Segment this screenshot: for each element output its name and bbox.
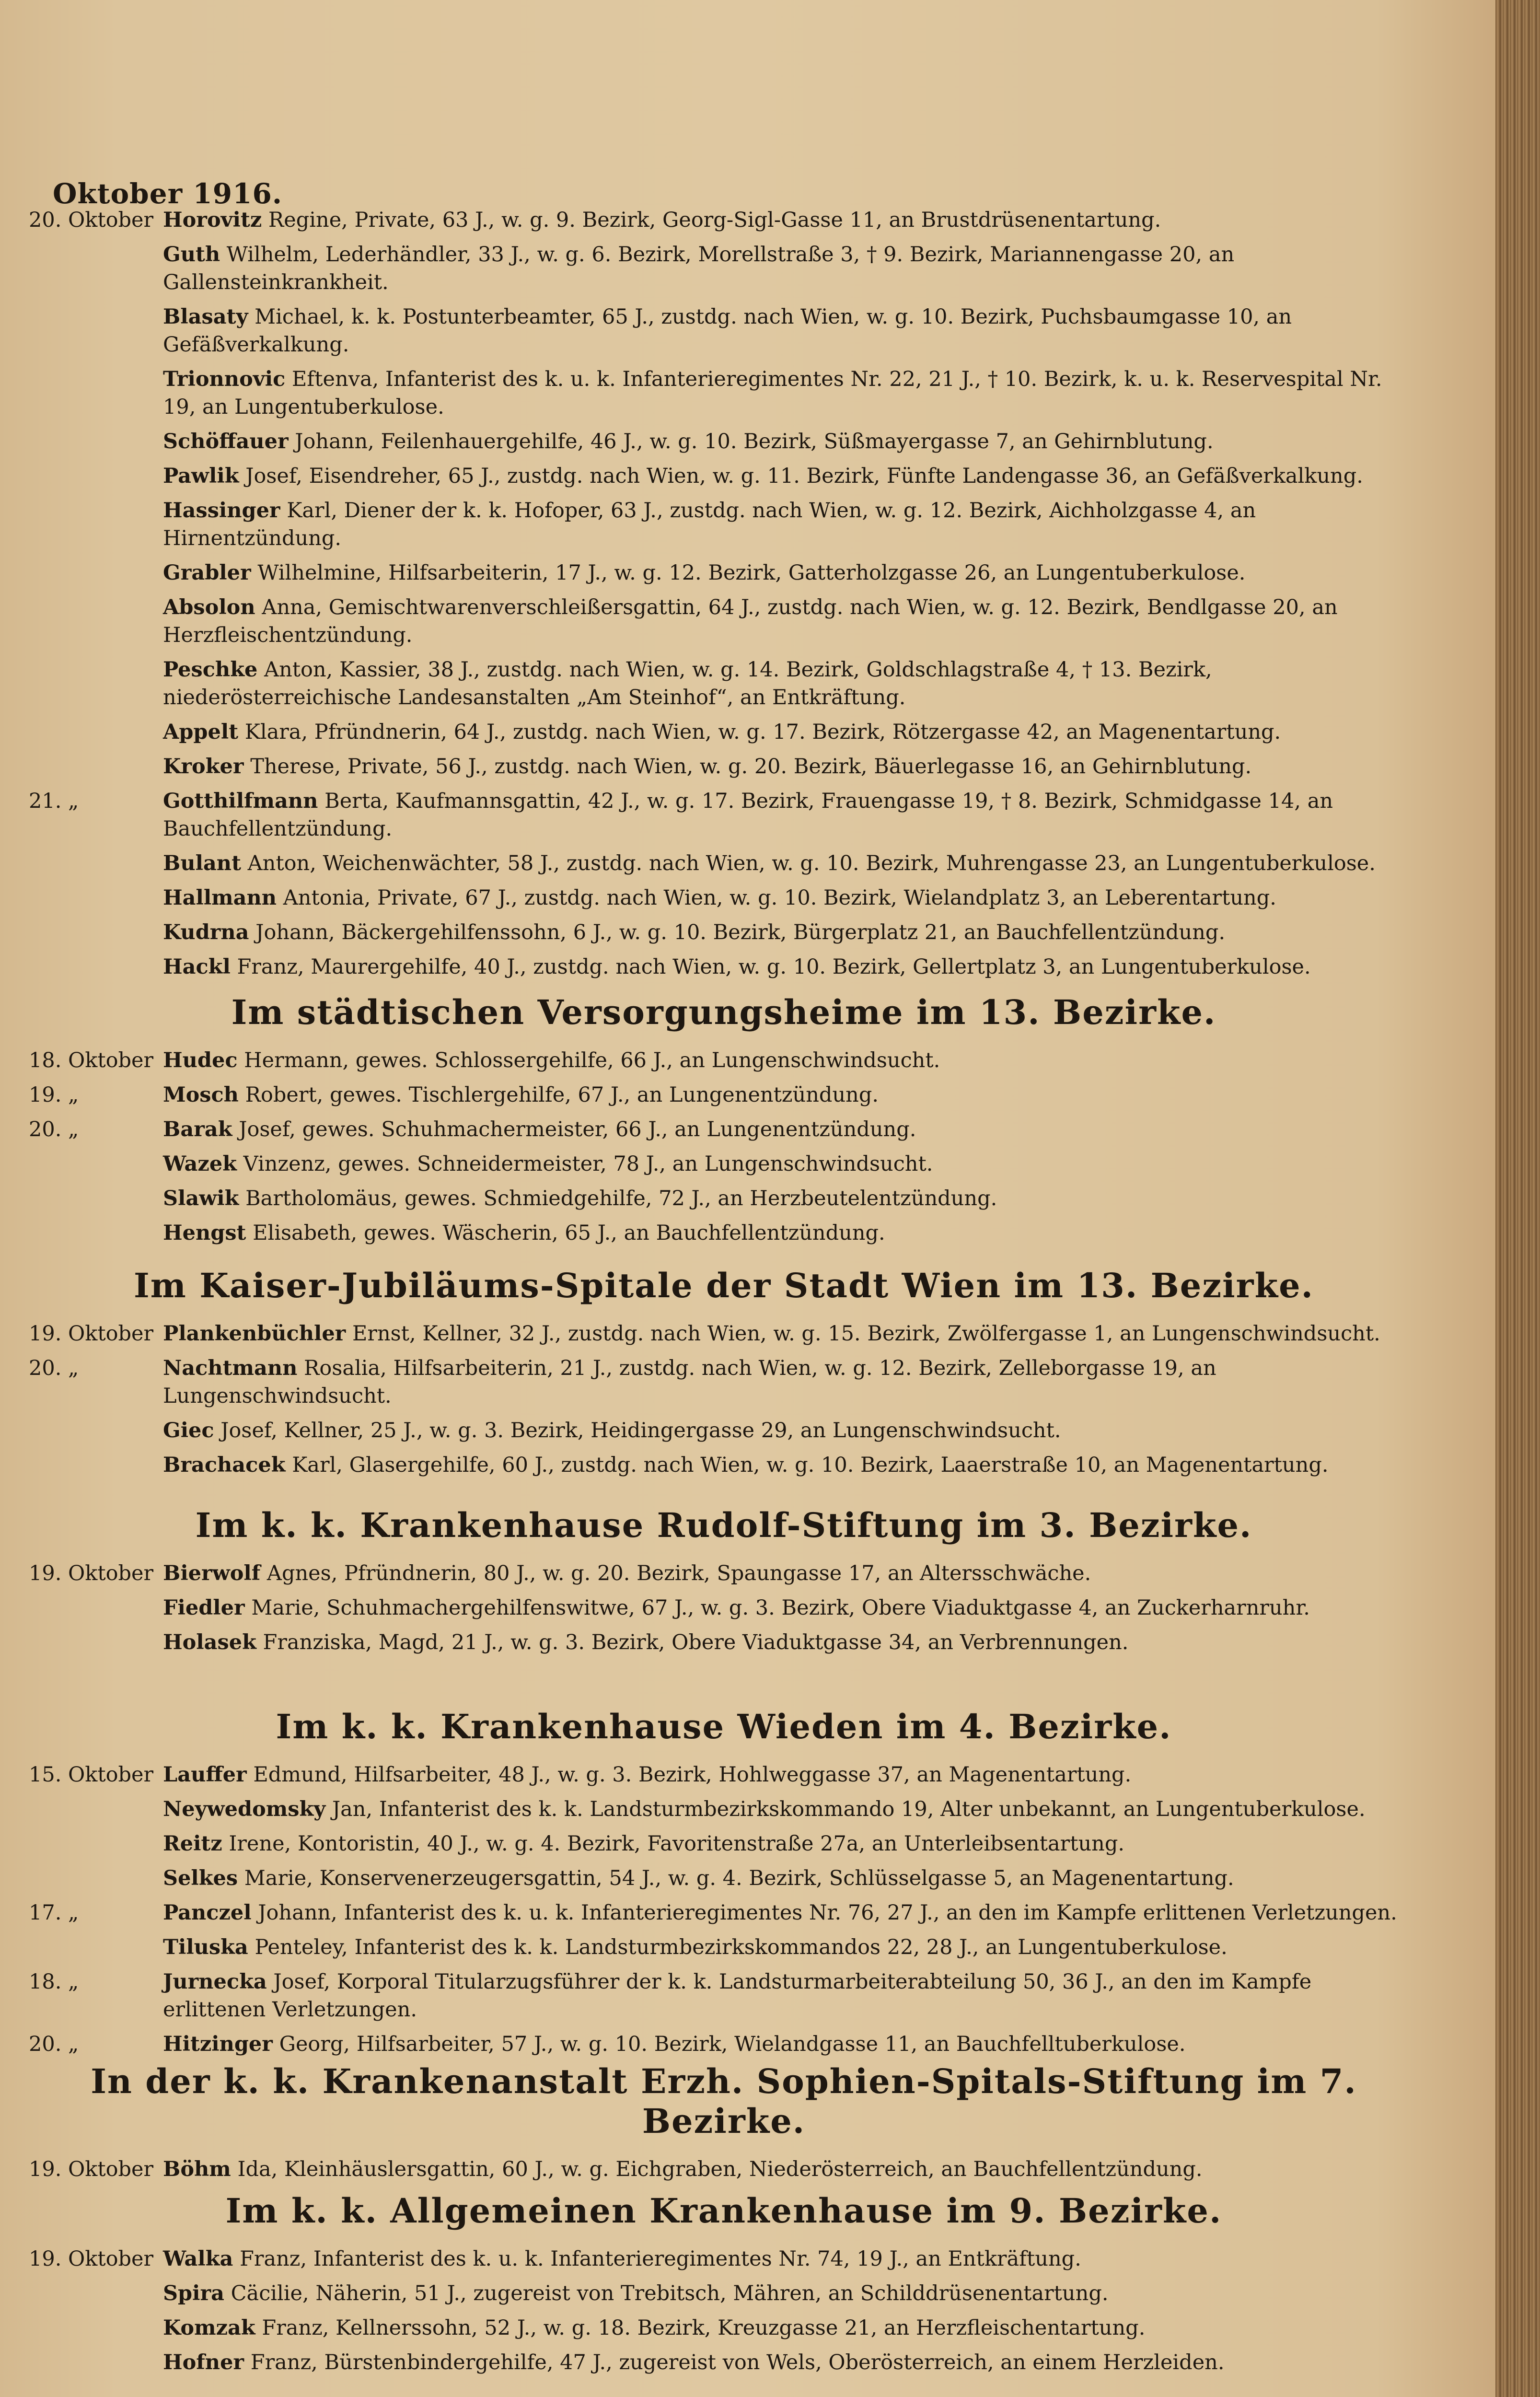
entry-details: Penteley, Infanterist des k. k. Landsturmbezirkskommandos 22, 28 J., an Lungentuberkulose.: [255, 1935, 1227, 1959]
death-entry: [29, 1899, 1419, 1927]
entry-details: Regine, Private, 63 J., w. g. 9. Bezirk, Georg-Sigl-Gasse 11, an Brustdrüsenentartung.: [268, 208, 1161, 232]
entry-details: Anna, Gemischtwarenverschleißersgattin, 64 J., zustdg. nach Wien, w. g. 12. Bezirk, Bendlgasse 20, an Herzfleischentzündung.: [163, 595, 1338, 647]
death-entry: [29, 1451, 1419, 1479]
death-entry: [29, 2314, 1419, 2342]
entry-surname: Neywedomsky: [163, 1797, 326, 1821]
entry-surname: Hackl: [163, 955, 231, 979]
death-entry: [29, 753, 1419, 780]
death-entry: [29, 1761, 1419, 1789]
death-entry: [29, 241, 1419, 296]
section-3: [29, 1505, 1419, 1663]
section-heading: Im k. k. Krankenhause Rudolf-Stiftung im 3. Bezirke.: [195, 1505, 1252, 1545]
entry-surname: Lauffer: [163, 1763, 247, 1787]
entry-surname: Guth: [163, 243, 220, 267]
entry-details: Karl, Diener der k. k. Hofoper, 63 J., zustdg. nach Wien, w. g. 12. Bezirk, Aichholzgasse 4, an Hirnentzündung.: [163, 499, 1256, 550]
entry-details: Rosalia, Hilfsarbeiterin, 21 J., zustdg. nach Wien, w. g. 12. Bezirk, Zelleborgasse 19, an Lungenschwindsucht.: [163, 1356, 1216, 1408]
entry-details: Josef, gewes. Schuhmachermeister, 66 J., an Lungenentzündung.: [239, 1117, 916, 1141]
entry-date: 19. Oktober: [29, 2247, 154, 2271]
entry-details: Therese, Private, 56 J., zustdg. nach Wien, w. g. 20. Bezirk, Bäuerlegasse 16, an Gehirnblutung.: [250, 755, 1252, 779]
entry-details: Franziska, Magd, 21 J., w. g. 3. Bezirk, Obere Viaduktgasse 34, an Verbrennungen.: [263, 1630, 1129, 1654]
entry-surname: Trionnovic: [163, 367, 286, 391]
entry-details: Vinzenz, gewes. Schneidermeister, 78 J., an Lungenschwindsucht.: [243, 1152, 933, 1176]
death-entry: [29, 497, 1419, 552]
entry-date: 18. „: [29, 1970, 79, 1994]
entry-details: Josef, Korporal Titularzugsführer der k. k. Landsturmarbeiterabteilung 50, 36 J., an den im Kampfe erlittenen Verletzungen.: [163, 1970, 1312, 2022]
death-entry: [29, 1559, 1419, 1587]
section-2: [29, 1266, 1419, 1486]
entry-surname: Komzak: [163, 2316, 255, 2340]
entry-date: 18. Oktober: [29, 1048, 154, 1072]
death-entry: [29, 2280, 1419, 2307]
entry-details: Marie, Konservenerzeugersgattin, 54 J., w. g. 4. Bezirk, Schlüsselgasse 5, an Magenentartung.: [244, 1866, 1234, 1890]
death-entry: [29, 428, 1419, 455]
entry-details: Franz, Maurergehilfe, 40 J., zustdg. nach Wien, w. g. 10. Bezirk, Gellertplatz 3, an Lungentuberkulose.: [237, 955, 1311, 979]
death-entry: [29, 1795, 1419, 1823]
entry-details: Antonia, Private, 67 J., zustdg. nach Wien, w. g. 10. Bezirk, Wielandplatz 3, an Leberentartung.: [283, 886, 1276, 910]
entry-details: Johann, Feilenhauergehilfe, 46 J., w. g. 10. Bezirk, Süßmayergasse 7, an Gehirnblutung.: [295, 430, 1214, 454]
entry-surname: Panczel: [163, 1901, 252, 1925]
death-entry: [29, 303, 1419, 359]
section-heading: Im k. k. Allgemeinen Krankenhause im 9. Bezirke.: [225, 2191, 1222, 2231]
section-4: [29, 1707, 1419, 2065]
death-entry: [29, 1629, 1419, 1656]
death-entry: [29, 1150, 1419, 1178]
entry-details: Ida, Kleinhäuslersgattin, 60 J., w. g. Eichgraben, Niederösterreich, an Bauchfellentzündung.: [237, 2157, 1203, 2181]
entry-details: Hermann, gewes. Schlossergehilfe, 66 J., an Lungenschwindsucht.: [244, 1048, 940, 1072]
section-5: [29, 2061, 1419, 2190]
section-0: [29, 206, 1419, 988]
entry-details: Anton, Weichenwächter, 58 J., zustdg. nach Wien, w. g. 10. Bezirk, Muhrengasse 23, an Lungentuberkulose.: [247, 851, 1376, 875]
death-entry: [29, 1219, 1419, 1247]
entry-surname: Reitz: [163, 1832, 222, 1856]
death-entry: [29, 206, 1419, 234]
death-entry: [29, 953, 1419, 981]
entry-details: Robert, gewes. Tischlergehilfe, 67 J., an Lungenentzündung.: [245, 1083, 879, 1107]
entry-surname: Hassinger: [163, 499, 280, 523]
entry-surname: Brachacek: [163, 1453, 286, 1477]
entry-surname: Kroker: [163, 755, 244, 779]
death-entry: [29, 849, 1419, 877]
death-entry: [29, 1594, 1419, 1622]
entry-surname: Kudrna: [163, 920, 249, 944]
death-entry: [29, 462, 1419, 490]
entry-date: 19. Oktober: [29, 2157, 154, 2181]
entry-date: 21. „: [29, 789, 79, 813]
entry-surname: Blasaty: [163, 305, 248, 329]
death-entry: [29, 919, 1419, 946]
entry-surname: Pawlik: [163, 464, 239, 488]
entry-date: 19. „: [29, 1083, 79, 1107]
entry-surname: Hengst: [163, 1221, 246, 1245]
entry-surname: Hitzinger: [163, 2032, 273, 2056]
death-entry: [29, 559, 1419, 587]
entry-surname: Wazek: [163, 1152, 237, 1176]
entry-surname: Hallmann: [163, 886, 277, 910]
entry-details: Elisabeth, gewes. Wäscherin, 65 J., an Bauchfellentzündung.: [253, 1221, 885, 1245]
death-entry: [29, 2155, 1419, 2183]
section-heading: In der k. k. Krankenanstalt Erzh. Sophien-Spitals-Stiftung im 7. Bezirke.: [91, 2061, 1357, 2141]
entry-surname: Mosch: [163, 1083, 239, 1107]
entry-details: Edmund, Hilfsarbeiter, 48 J., w. g. 3. Bezirk, Hohlweggasse 37, an Magenentartung.: [253, 1763, 1132, 1787]
death-entry: [29, 1354, 1419, 1410]
entry-details: Irene, Kontoristin, 40 J., w. g. 4. Bezirk, Favoritenstraße 27a, an Unterleibsentartung.: [229, 1832, 1125, 1856]
entry-surname: Selkes: [163, 1866, 238, 1890]
death-entry: [29, 1417, 1419, 1444]
entry-details: Agnes, Pfründnerin, 80 J., w. g. 20. Bezirk, Spaungasse 17, an Altersschwäche.: [266, 1561, 1091, 1585]
entry-details: Michael, k. k. Postunterbeamter, 65 J., zustdg. nach Wien, w. g. 10. Bezirk, Puchsbaumgasse 10, an Gefäßverkalkung.: [163, 305, 1292, 357]
entry-surname: Hudec: [163, 1048, 238, 1072]
entry-details: Jan, Infanterist des k. k. Landsturmbezirkskommando 19, Alter unbekannt, an Lungentuberkulose.: [332, 1797, 1366, 1821]
entry-surname: Absolon: [163, 595, 255, 619]
death-entry: [29, 2030, 1419, 2058]
entry-details: Wilhelmine, Hilfsarbeiterin, 17 J., w. g. 12. Bezirk, Gatterholzgasse 26, an Lungentuberkulose.: [257, 561, 1246, 585]
section-heading: Im städtischen Versorgungsheime im 13. Bezirke.: [231, 992, 1216, 1032]
entry-details: Franz, Kellnerssohn, 52 J., w. g. 18. Bezirk, Kreuzgassе 21, an Herzfleischentartung.: [262, 2316, 1146, 2340]
death-entry: [29, 2245, 1419, 2273]
entry-details: Ernst, Kellner, 32 J., zustdg. nach Wien, w. g. 15. Bezirk, Zwölfergasse 1, an Lungenschwindsucht.: [352, 1322, 1380, 1346]
section-1: [29, 992, 1419, 1254]
entry-date: 20. „: [29, 1356, 79, 1380]
entry-surname: Fiedler: [163, 1596, 245, 1620]
death-entry: [29, 1320, 1419, 1348]
entry-date: 17. „: [29, 1901, 79, 1925]
entry-surname: Tiluska: [163, 1935, 248, 1959]
entry-surname: Bierwolf: [163, 1561, 261, 1585]
death-entry: [29, 593, 1419, 649]
entry-surname: Barak: [163, 1117, 232, 1141]
entry-details: Josef, Eisendreher, 65 J., zustdg. nach Wien, w. g. 11. Bezirk, Fünfte Landengasse 36, an Gefäßverkalkung.: [245, 464, 1363, 488]
entry-date: 20. Oktober: [29, 208, 154, 232]
entry-surname: Nachtmann: [163, 1356, 298, 1380]
entry-details: Johann, Bäckergehilfenssohn, 6 J., w. g. 10. Bezirk, Bürgerplatz 21, an Bauchfellentzündung.: [255, 920, 1226, 944]
entry-surname: Grabler: [163, 561, 251, 585]
entry-surname: Slawik: [163, 1187, 239, 1210]
entry-surname: Gotthilfmann: [163, 789, 318, 813]
death-entry: [29, 656, 1419, 711]
entry-surname: Holasek: [163, 1630, 256, 1654]
entry-surname: Giec: [163, 1419, 214, 1443]
entry-details: Anton, Kassier, 38 J., zustdg. nach Wien, w. g. 14. Bezirk, Goldschlagstraße 4, † 13. Bezirk, niederösterreichische Landesanstalten „Am Steinhof“, an Entkräftung.: [163, 658, 1212, 710]
entry-surname: Horovitz: [163, 208, 262, 232]
death-entry: [29, 1116, 1419, 1143]
book-spine-edge: [1495, 0, 1540, 2397]
death-entry: [29, 365, 1419, 421]
entry-date: 15. Oktober: [29, 1763, 154, 1787]
death-entry: [29, 1185, 1419, 1212]
entry-surname: Jurnecka: [163, 1970, 267, 1994]
entry-surname: Hofner: [163, 2350, 244, 2374]
death-entry: [29, 787, 1419, 843]
entry-surname: Walka: [163, 2247, 233, 2271]
entry-details: Johann, Infanterist des k. u. k. Infanterieregimentes Nr. 76, 27 J., an den im Kampfe erlittenen Verletzungen.: [258, 1901, 1397, 1925]
entry-surname: Plankenbüchler: [163, 1322, 346, 1346]
entry-details: Karl, Glasergehilfe, 60 J., zustdg. nach Wien, w. g. 10. Bezirk, Laaerstraße 10, an Magenentartung.: [292, 1453, 1329, 1477]
section-6: [29, 2191, 1419, 2383]
entry-surname: Peschke: [163, 658, 258, 682]
death-entry: [29, 1933, 1419, 1961]
entry-details: Wilhelm, Lederhändler, 33 J., w. g. 6. Bezirk, Morellstraße 3, † 9. Bezirk, Mariannengasse 20, an Gallensteinkrankheit.: [163, 243, 1235, 294]
death-entry: [29, 884, 1419, 912]
death-entry: [29, 718, 1419, 746]
entry-surname: Appelt: [163, 720, 239, 744]
entry-surname: Bulant: [163, 851, 241, 875]
entry-details: Franz, Infanterist des k. u. k. Infanterieregimentes Nr. 74, 19 J., an Entkräftung.: [240, 2247, 1081, 2271]
death-entry: [29, 1081, 1419, 1109]
entry-details: Georg, Hilfsarbeiter, 57 J., w. g. 10. Bezirk, Wielandgasse 11, an Bauchfelltuberkulose.: [279, 2032, 1186, 2056]
entry-details: Josef, Kellner, 25 J., w. g. 3. Bezirk, Heidingergasse 29, an Lungenschwindsucht.: [220, 1419, 1061, 1443]
entry-surname: Spira: [163, 2281, 224, 2305]
death-entry: [29, 1830, 1419, 1858]
entry-date: 19. Oktober: [29, 1561, 154, 1585]
death-entry: [29, 2349, 1419, 2376]
entry-surname: Böhm: [163, 2157, 231, 2181]
entry-details: Franz, Bürstenbindergehilfe, 47 J., zugereist von Wels, Oberösterreich, an einem Herzleiden.: [250, 2350, 1225, 2374]
death-entry: [29, 1047, 1419, 1074]
entry-date: 19. Oktober: [29, 1322, 154, 1346]
entry-surname: Schöffauer: [163, 430, 289, 454]
month-header: Oktober 1916.: [53, 177, 283, 210]
entry-details: Cäcilie, Näherin, 51 J., zugereist von Trebitsch, Mähren, an Schilddrüsenentartung.: [231, 2281, 1109, 2305]
entry-date: 20. „: [29, 1117, 79, 1141]
section-heading: Im Kaiser-Jubiläums-Spitale der Stadt Wien im 13. Bezirke.: [134, 1266, 1314, 1305]
death-entry: [29, 1864, 1419, 1892]
entry-details: Berta, Kaufmannsgattin, 42 J., w. g. 17. Bezirk, Frauengasse 19, † 8. Bezirk, Schmidgasse 14, an Bauchfellentzündung.: [163, 789, 1333, 841]
entry-details: Bartholomäus, gewes. Schmiedgehilfe, 72 J., an Herzbeutelentzündung.: [245, 1187, 997, 1210]
entry-date: 20. „: [29, 2032, 79, 2056]
entry-details: Marie, Schuhmachergehilfenswitwe, 67 J., w. g. 3. Bezirk, Obere Viaduktgasse 4, an Zuckerharnruhr.: [251, 1596, 1310, 1620]
entry-details: Eftenva, Infanterist des k. u. k. Infanterieregimentes Nr. 22, 21 J., † 10. Bezirk, k. u. k. Reservespital Nr. 19, an Lungentuberkulose.: [163, 367, 1382, 419]
entry-details: Klara, Pfründnerin, 64 J., zustdg. nach Wien, w. g. 17. Bezirk, Rötzergasse 42, an Magenentartung.: [244, 720, 1281, 744]
section-heading: Im k. k. Krankenhause Wieden im 4. Bezirke.: [276, 1707, 1172, 1746]
death-entry: [29, 1968, 1419, 2024]
